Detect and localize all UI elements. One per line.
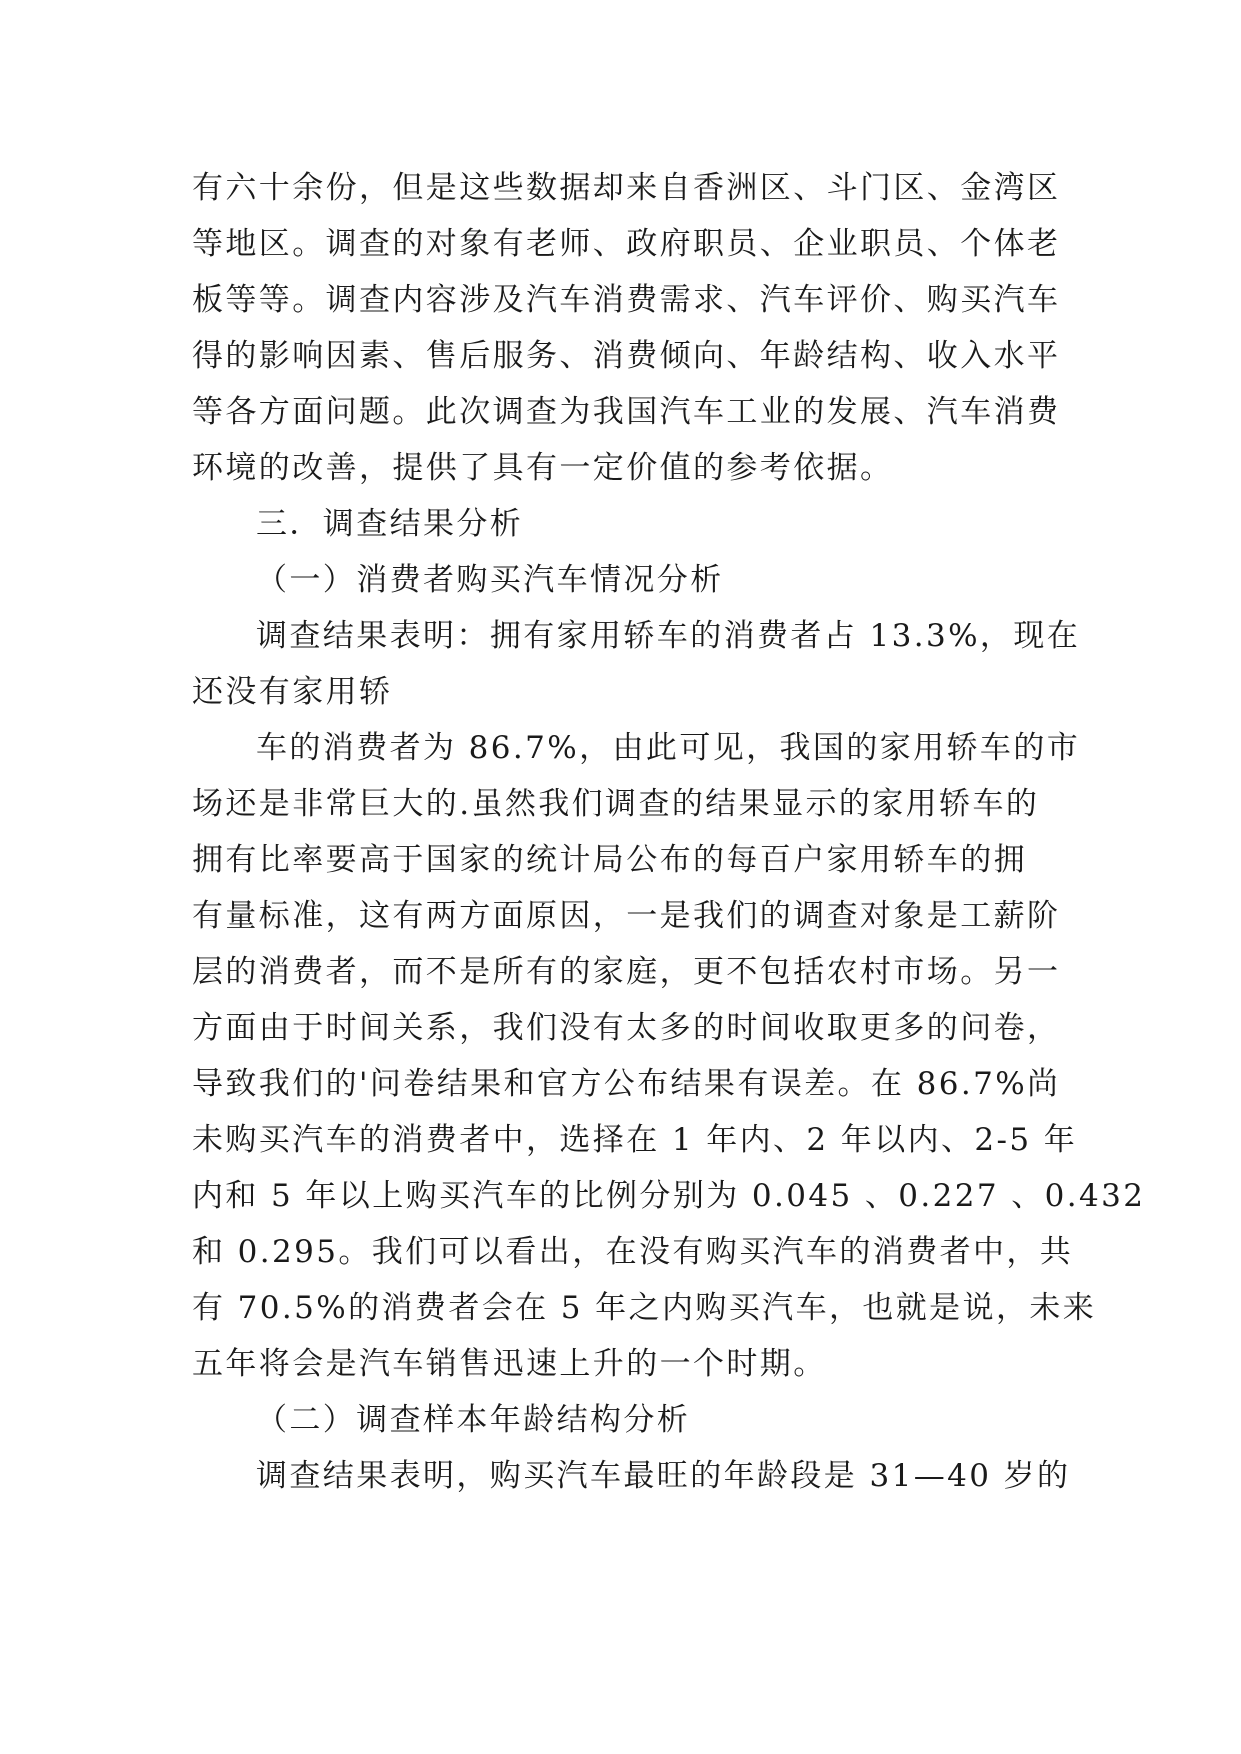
text-line: 五年将会是汽车销售迅速上升的一个时期。 (192, 1346, 827, 1382)
body-text (192, 160, 1146, 1504)
text-line: 调查结果表明，购买汽车最旺的年龄段是 31—40 岁的 (256, 1458, 1071, 1494)
text-line: 导致我们的'问卷结果和官方公布结果有误差。在 86.7%尚 (192, 1066, 1061, 1102)
text-line: 方面由于时间关系，我们没有太多的时间收取更多的问卷， (192, 1010, 1061, 1046)
text-line: 未购买汽车的消费者中，选择在 1 年内、2 年以内、2-5 年 (192, 1122, 1078, 1158)
text-line: 得的影响因素、售后服务、消费倾向、年龄结构、收入水平 (192, 338, 1061, 374)
text-line: 场还是非常巨大的.虽然我们调查的结果显示的家用轿车的 (192, 786, 1040, 822)
text-line: 层的消费者，而不是所有的家庭，更不包括农村市场。另一 (192, 954, 1061, 990)
text-line: 板等等。调查内容涉及汽车消费需求、汽车评价、购买汽车 (192, 282, 1061, 318)
text-line: 拥有比率要高于国家的统计局公布的每百户家用轿车的拥 (192, 842, 1027, 878)
text-line: 有 70.5%的消费者会在 5 年之内购买汽车，也就是说，未来 (192, 1290, 1097, 1326)
section-heading: 三．调查结果分析 (256, 506, 524, 542)
text-line: 还没有家用轿 (192, 674, 393, 710)
text-line: 环境的改善，提供了具有一定价值的参考依据。 (192, 450, 894, 486)
text-line: 有量标准，这有两方面原因，一是我们的调查对象是工薪阶 (192, 898, 1061, 934)
text-line: 车的消费者为 86.7%，由此可见，我国的家用轿车的市 (256, 730, 1081, 766)
text-line: 调查结果表明：拥有家用轿车的消费者占 13.3%，现在 (256, 618, 1081, 654)
subsection-heading: （一）消费者购买汽车情况分析 (256, 562, 724, 598)
text-line: 和 0.295。我们可以看出，在没有购买汽车的消费者中，共 (192, 1234, 1074, 1270)
text-line: 等地区。调查的对象有老师、政府职员、企业职员、个体老 (192, 226, 1061, 262)
text-line: 有六十余份，但是这些数据却来自香洲区、斗门区、金湾区 (192, 170, 1061, 206)
text-line: 等各方面问题。此次调查为我国汽车工业的发展、汽车消费 (192, 394, 1061, 430)
subsection-heading: （二）调查样本年龄结构分析 (256, 1402, 691, 1438)
text-line: 内和 5 年以上购买汽车的比例分别为 0.045 、0.227 、0.432 (192, 1178, 1146, 1214)
